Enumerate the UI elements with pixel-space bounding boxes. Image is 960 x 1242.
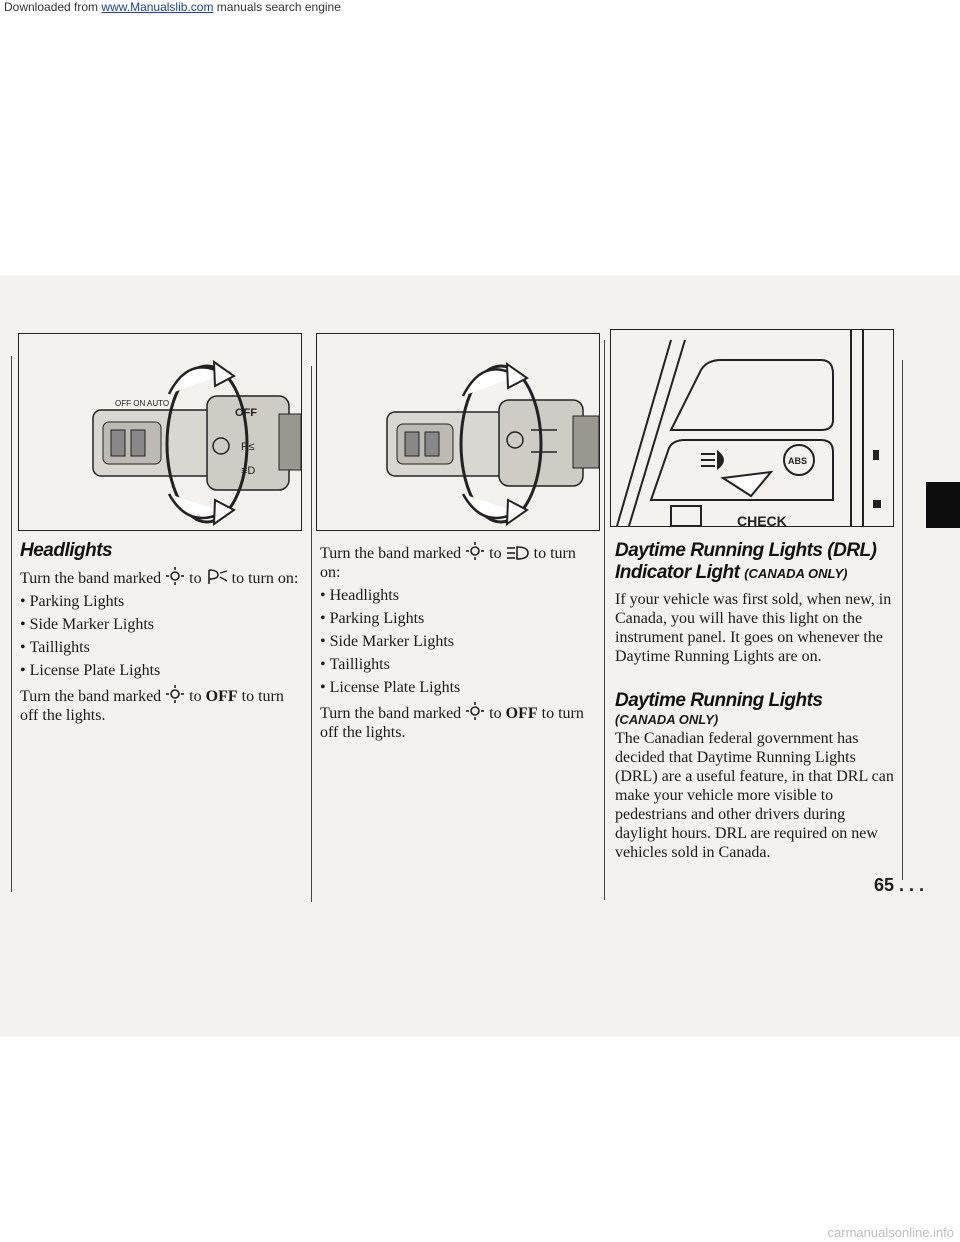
column-rule xyxy=(902,360,903,880)
col1-off-instruction: Turn the band marked to OFF to turn off the lights. xyxy=(20,684,300,725)
col2-list xyxy=(320,586,598,697)
heading-note: (CANADA ONLY) xyxy=(615,712,719,727)
watermark-bar xyxy=(0,0,960,18)
figure-label-head: ≡D xyxy=(241,465,256,477)
column-rule xyxy=(311,366,312,902)
figure-label-off: OFF xyxy=(235,407,257,419)
list-item: • Parking Lights xyxy=(320,609,598,628)
list-item: • Taillights xyxy=(20,638,300,657)
light-icon xyxy=(465,701,485,721)
drl-light-icon xyxy=(701,450,724,470)
heading-drl-indicator: Daytime Running Lights (DRL) Indicator Light (CANADA ONLY) xyxy=(615,540,877,583)
light-icon xyxy=(465,541,485,561)
abs-label: ABS xyxy=(788,456,808,466)
list-item: • Side Marker Lights xyxy=(320,632,598,651)
figure-label-park: P≤ xyxy=(241,441,255,453)
heading-note: (CANADA ONLY) xyxy=(744,566,848,581)
headlamp-icon xyxy=(506,545,530,561)
list-item: • Taillights xyxy=(320,655,598,674)
heading-drl: Daytime Running Lights xyxy=(615,690,823,711)
list-item: • License Plate Lights xyxy=(320,678,598,697)
headlamp-switch-illustration-2 xyxy=(317,334,599,530)
list-item: • Side Marker Lights xyxy=(20,615,300,634)
list-item: • Parking Lights xyxy=(20,592,300,611)
drl-indicator-illustration xyxy=(611,330,893,526)
col2-off-instruction: Turn the band marked to OFF to turn off the lights. xyxy=(320,701,598,742)
col1-intro: Turn the band marked to to turn on: xyxy=(20,566,300,588)
check-label: CHECK xyxy=(737,513,787,526)
list-item: • License Plate Lights xyxy=(20,661,300,680)
col1-list xyxy=(20,592,300,680)
column-rule xyxy=(11,356,12,892)
column-drl xyxy=(615,540,895,862)
column-headlights xyxy=(20,540,300,725)
footer-watermark: carmanualsonline.info xyxy=(827,1225,954,1240)
col2-intro: Turn the band marked to to turn on: xyxy=(320,541,598,582)
watermark-prefix: Downloaded from xyxy=(4,0,99,14)
headlamp-switch-figure-1 xyxy=(18,333,302,531)
light-icon xyxy=(165,684,185,704)
heading-headlights: Headlights xyxy=(20,540,113,561)
manualslib-link[interactable]: www.Manualslib.com xyxy=(101,0,214,14)
section-thumb-tab xyxy=(926,482,960,528)
page-number: 65 . . . xyxy=(874,875,925,895)
drl-paragraph: The Canadian federal government has decided that Daytime Running Lights (DRL) are a useful feature, in that DRL can make your vehicle more visible to pedestrians and other drivers during daylight hours. DRL are required on new vehicles sold in Canada. xyxy=(615,730,894,861)
parking-lamp-icon xyxy=(206,568,228,586)
list-item: • Headlights xyxy=(320,586,598,605)
column-rule xyxy=(604,340,605,900)
headlamp-switch-figure-2 xyxy=(316,333,600,531)
headlamp-switch-illustration xyxy=(19,334,301,530)
light-icon xyxy=(165,566,185,586)
instrument-panel-figure xyxy=(610,329,894,527)
drl-indicator-paragraph: If your vehicle was first sold, when new, in Canada, you will have this light on the instrument panel. It goes on whenever the Daytime Running Lights are on. xyxy=(615,591,892,665)
figure-label-top: OFF ON AUTO xyxy=(115,399,170,408)
watermark-suffix: manuals search engine xyxy=(216,0,341,14)
column-headlights-on xyxy=(320,541,598,742)
